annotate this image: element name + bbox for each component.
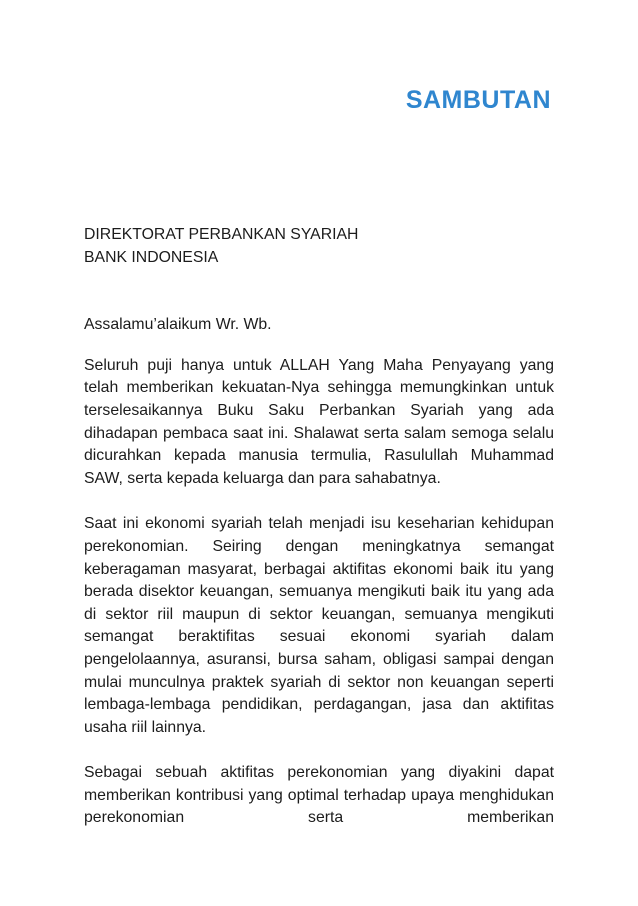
organization-subname: BANK INDONESIA [84, 248, 219, 266]
organization-name: DIREKTORAT PERBANKAN SYARIAH [84, 226, 359, 243]
organization-block [84, 224, 554, 269]
paragraph-2: Saat ini ekonomi syariah telah menjadi isu keseharian kehidupan perekonomian. Seiring dengan meningkatnya semangat keberagaman masyarat, berbagai aktifitas ekonomi baik itu yang berada disektor keuangan, semuanya mengikuti baik itu yang ada di sektor riil maupun di sektor keuangan, semuanya mengikuti semangat beraktifitas sesuai ekonomi syariah dalam pengelolaannya, asuransi, bursa saham, obligasi sampai dengan mulai munculnya praktek syariah di sektor non keuangan seperti lembaga-lembaga pendidikan, perdagangan, jasa dan aktifitas usaha riil lainnya. [84, 515, 554, 736]
paragraph-1: Seluruh puji hanya untuk ALLAH Yang Maha Penyayang yang telah memberikan kekuatan-Nya sehingga memungkinkan untuk terselesaikannya Buku Saku Perbankan Syariah yang ada dihadapan pembaca saat ini. Shalawat serta salam semoga selalu dicurahkan kepada manusia termulia, Rasulullah Muhammad SAW, serta kepada keluarga dan para sahabatnya. [84, 356, 554, 487]
greeting: Assalamu’alaikum Wr. Wb. [84, 316, 272, 334]
page-title: SAMBUTAN [405, 86, 551, 114]
document-body [84, 224, 554, 830]
paragraph-3: Sebagai sebuah aktifitas perekonomian yang diyakini dapat memberikan kontribusi yang optimal terhadap upaya menghidukan perekonomian serta memberikan [84, 764, 554, 827]
